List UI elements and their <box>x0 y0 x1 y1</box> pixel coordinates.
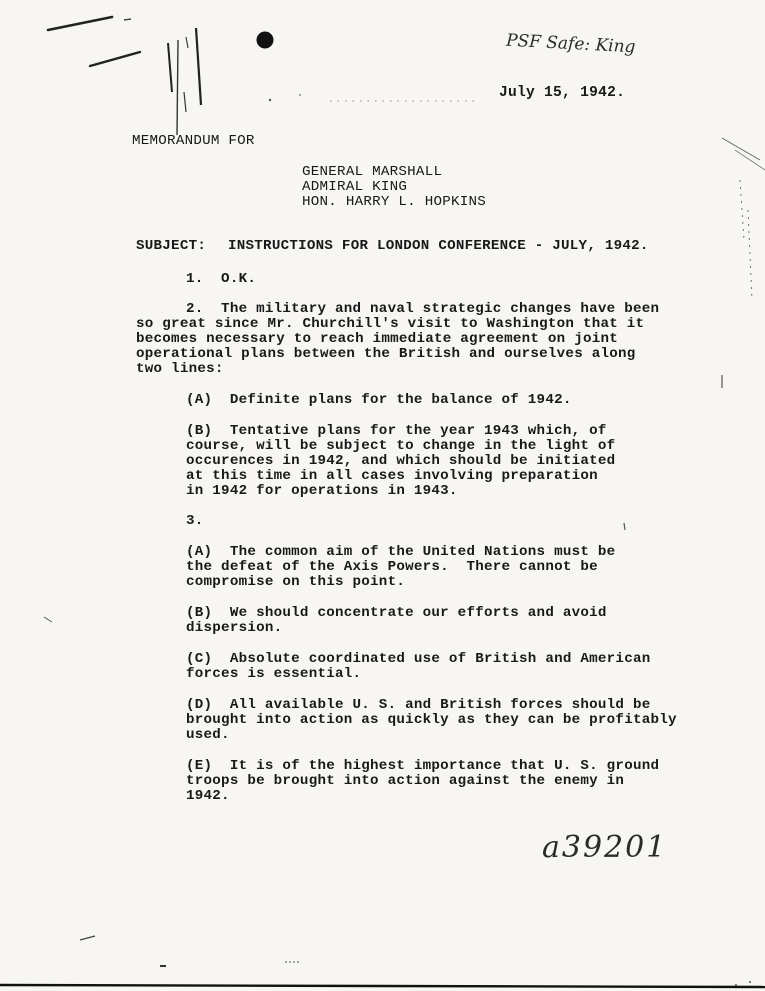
left-margin-dash <box>44 617 52 622</box>
paragraph-3e-line: 1942. <box>186 788 230 804</box>
vertical-stroke-4 <box>184 92 186 112</box>
bottom-edge-line <box>0 985 765 987</box>
handwritten-top-note: PSF Safe: King <box>505 30 636 58</box>
subject-label: SUBJECT: <box>136 238 207 254</box>
paragraph-1: 1. O.K. <box>186 271 257 287</box>
paragraph-2-line: 2. The military and naval strategic changes have been <box>186 301 660 317</box>
paragraph-3a-line: (A) The common aim of the United Nations must be <box>186 544 616 560</box>
paragraph-2-line: becomes necessary to reach immediate agreement on joint <box>136 331 619 347</box>
paragraph-3c-line: forces is essential. <box>186 666 362 682</box>
paragraph-2b-line: occurences in 1942, and which should be initiated <box>186 453 616 469</box>
tick-stroke <box>186 37 188 48</box>
paragraph-3d-line: brought into action as quickly as they can be profitably <box>186 712 677 728</box>
right-edge-mark-2 <box>735 150 765 170</box>
margin-stroke-mid-left <box>90 52 140 66</box>
paragraph-3c-line: (C) Absolute coordinated use of British and American <box>186 651 651 667</box>
recipient-2: ADMIRAL KING <box>302 179 408 195</box>
memo-date: July 15, 1942. <box>499 85 626 101</box>
paragraph-2-line: operational plans between the British and ourselves along <box>136 346 636 362</box>
paragraph-3d-line: (D) All available U. S. and British forces should be <box>186 697 651 713</box>
handwritten-file-number: a39201 <box>542 830 668 865</box>
paragraph-2b-line: in 1942 for operations in 1943. <box>186 483 458 499</box>
memo-for-label: MEMORANDUM FOR <box>132 133 255 149</box>
paragraph-3e-line: (E) It is of the highest importance that U. S. ground <box>186 758 660 774</box>
recipient-3: HON. HARRY L. HOPKINS <box>302 194 487 210</box>
vertical-stroke-2 <box>177 40 178 135</box>
margin-dash-left <box>124 19 131 20</box>
paragraph-3: 3. <box>186 513 204 529</box>
paragraph-2b-line: at this time in all cases involving preparation <box>186 468 598 484</box>
paragraph-2-line: so great since Mr. Churchill's visit to Washington that it <box>136 316 645 332</box>
right-edge-dots <box>740 180 752 300</box>
paragraph-2-line: two lines: <box>136 361 224 377</box>
paragraph-3a-line: compromise on this point. <box>186 574 406 590</box>
paragraph-3d-line: used. <box>186 727 230 743</box>
right-tick-2 <box>624 523 625 530</box>
footer-mark-1 <box>80 936 95 940</box>
paragraph-3a-line: the defeat of the Axis Powers. There cannot be <box>186 559 598 575</box>
margin-stroke-top-left <box>48 17 112 30</box>
paragraph-2a: (A) Definite plans for the balance of 1942. <box>186 392 572 408</box>
paragraph-2b-line: course, will be subject to change in the light of <box>186 438 616 454</box>
recipient-1: GENERAL MARSHALL <box>302 164 443 180</box>
vertical-stroke-1 <box>168 43 172 92</box>
paragraph-3b-line: (B) We should concentrate our efforts and avoid <box>186 605 607 621</box>
vertical-stroke-3 <box>196 28 201 105</box>
paragraph-2b-line: (B) Tentative plans for the year 1943 which, of <box>186 423 607 439</box>
punch-hole <box>257 32 274 49</box>
subject-text: INSTRUCTIONS FOR LONDON CONFERENCE - JULY, 1942. <box>228 238 649 254</box>
paragraph-3b-line: dispersion. <box>186 620 283 636</box>
paragraph-3e-line: troops be brought into action against the enemy in <box>186 773 625 789</box>
right-edge-mark-1 <box>722 138 760 160</box>
